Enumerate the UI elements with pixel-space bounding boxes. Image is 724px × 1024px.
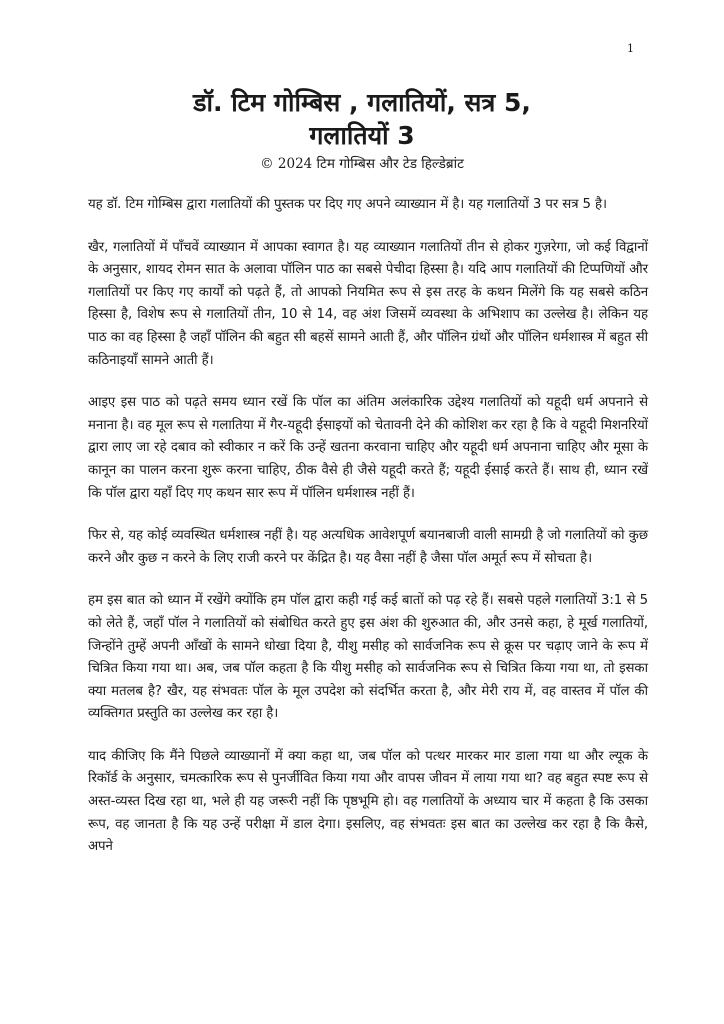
paragraph: यह डॉ. टिम गोम्बिस द्वारा गलातियों की पुस्तक पर दिए गए अपने व्याख्यान में है। यह गलातियों 3 पर सत्र 5 है। xyxy=(88,197,607,212)
title-block xyxy=(0,86,724,174)
body-text xyxy=(88,194,648,879)
paragraph: हम इस बात को ध्यान में रखेंगे क्योंकि हम पॉल द्वारा कही गई कई बातों को पढ़ रहे हैं। सबसे पहले गलातियों 3:1 से 5 को लेते हैं, जहाँ पॉल ने गलातियों को संबोधित करते हुए इस अंश की शुरुआत की, और उनसे कहा, हे मूर्ख गलातियों, जिन्होंने तुम्हें अपनी आँखों के सामने धोखा दिया है, यीशु मसीह को सार्वजनिक रूप से क्रूस पर चढ़ाए जाने के रूप में चित्रित किया गया था। अब, जब पॉल कहता है कि यीशु मसीह को सार्वजनिक रूप से चित्रित किया गया था, तो इसका क्या मतलब है? खैर, यह संभवतः पॉल के मूल उपदेश को संदर्भित करता है, और मेरी राय में, वह वास्तव में पॉल की व्यक्तिगत प्रस्तुति का उल्लेख कर रहा है। xyxy=(88,593,648,722)
copyright-line: © 2024 टिम गोम्बिस और टेड हिल्डेब्रांट xyxy=(260,156,464,172)
paragraph: खैर, गलातियों में पाँचवें व्याख्यान में आपका स्वागत है। यह व्याख्यान गलातियों तीन से होकर गुज़रेगा, जो कई विद्वानों के अनुसार, शायद रोमन सात के अलावा पॉलिन पाठ का सबसे पेचीदा हिस्सा है। यदि आप गलातियों की टिप्पणियों और गलातियों पर किए गए कार्यों को पढ़ते हैं, तो आपको नियमित रूप से इस तरह के कथन मिलेंगे कि यह सबसे कठिन हिस्सा है, विशेष रूप से गलातियों तीन, 10 से 14, वह अंश जिसमें व्यवस्था के अभिशाप का उल्लेख है। लेकिन यह पाठ का वह हिस्सा है जहाँ पॉलिन की बहुत सी बहसें सामने आती हैं, और पॉलिन ग्रंथों और पॉलिन धर्मशास्त्र में बहुत सी कठिनाइयाँ सामने आती हैं। xyxy=(88,239,648,368)
paragraph: फिर से, यह कोई व्यवस्थित धर्मशास्त्र नहीं है। यह अत्यधिक आवेशपूर्ण बयानबाजी वाली सामग्री है जो गलातियों को कुछ करने और कुछ न करने के लिए राजी करने पर केंद्रित है। यह वैसा नहीं है जैसा पॉल अमूर्त रूप में सोचता है। xyxy=(88,528,648,566)
title-line: गलातियों 3 xyxy=(309,121,415,150)
page-title xyxy=(0,86,724,152)
page-number: 1 xyxy=(627,42,634,55)
paragraph: आइए इस पाठ को पढ़ते समय ध्यान रखें कि पॉल का अंतिम अलंकारिक उद्देश्य गलातियों को यहूदी धर्म अपनाने से मनाना है। वह मूल रूप से गलातिया में गैर-यहूदी ईसाइयों को चेतावनी देने की कोशिश कर रहा है कि वे यहूदी मिशनरियों द्वारा लाए जा रहे दबाव को स्वीकार न करें कि उन्हें खतना करवाना चाहिए और यहूदी धर्म अपनाना चाहिए और मूसा के कानून का पालन करना शुरू करना चाहिए, ठीक वैसे ही जैसे यहूदी करते हैं; यहूदी ईसाई करते हैं। साथ ही, ध्यान रखें कि पॉल द्वारा यहाँ दिए गए कथन सार रूप में पॉलिन धर्मशास्त्र नहीं हैं। xyxy=(88,395,648,501)
paragraph: याद कीजिए कि मैंने पिछले व्याख्यानों में क्या कहा था, जब पॉल को पत्थर मारकर मार डाला गया था और ल्यूक के रिकॉर्ड के अनुसार, चमत्कारिक रूप से पुनर्जीवित किया गया और वापस जीवन में लाया गया था? वह बहुत स्पष्ट रूप से अस्त-व्यस्त दिख रहा था, भले ही यह जरूरी नहीं कि पृष्ठभूमि हो। वह गलातियों के अध्याय चार में कहता है कि उसका रूप, वह जानता है कि यह उन्हें परीक्षा में डाल देगा। इसलिए, वह संभवतः इस बात का उल्लेख कर रहा है कि कैसे, अपने xyxy=(88,748,648,855)
title-line: डॉ. टिम गोम्बिस , गलातियों, सत्र 5, xyxy=(193,88,531,117)
